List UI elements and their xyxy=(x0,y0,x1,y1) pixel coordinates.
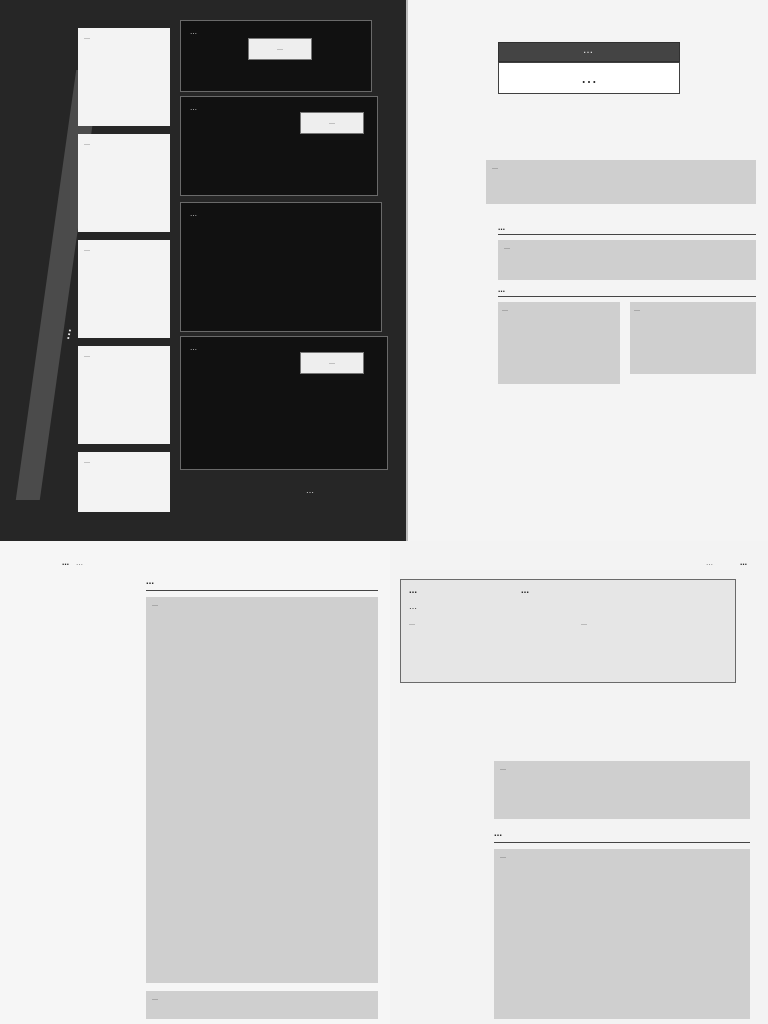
phase-1-box: … xyxy=(248,38,312,60)
structure-left-column: … xyxy=(498,302,620,384)
objectives-heading: … xyxy=(498,224,505,232)
phase-2-box: … xyxy=(300,112,364,134)
structure-right-column: … xyxy=(630,302,756,374)
objectives-list: … xyxy=(498,240,756,280)
case-box: … … … … … xyxy=(400,579,736,683)
page-left xyxy=(0,541,390,1024)
page-right-header: … xyxy=(706,559,713,567)
pm-cycle-4: … xyxy=(78,346,170,444)
diagram-caption: … xyxy=(306,486,314,495)
structure-heading: … xyxy=(498,286,505,294)
phase-analysis xyxy=(180,96,378,196)
chapter-label: … xyxy=(583,45,595,56)
page-right-intro: … xyxy=(494,761,750,819)
diagram-page xyxy=(0,0,408,541)
project-management-label: … xyxy=(58,326,75,341)
page-right-heading-rule xyxy=(494,842,750,843)
chapter-intro: … xyxy=(486,160,756,204)
phase-design xyxy=(180,202,382,332)
chapter-title-page xyxy=(408,0,768,541)
page-left-body: … xyxy=(146,597,378,983)
phase-2-label: … xyxy=(190,104,197,112)
pm-cycle-1: … xyxy=(78,28,170,126)
page-left-header: … xyxy=(76,559,83,567)
pm-cycle-3: … xyxy=(78,240,170,338)
phase-4-label: … xyxy=(190,344,197,352)
page-left-footnote: … xyxy=(146,991,378,1019)
page-right-body: … xyxy=(494,849,750,1019)
structure-rule xyxy=(498,296,756,297)
objectives-rule xyxy=(498,234,756,235)
chapter-title: … xyxy=(581,68,597,87)
pm-cycle-5: … xyxy=(78,452,170,512)
phase-4-box: … xyxy=(300,352,364,374)
page-right-number: … xyxy=(740,559,747,567)
phase-3-label: … xyxy=(190,210,197,218)
page-right-heading: … xyxy=(494,829,502,838)
page-left-heading: … xyxy=(146,577,154,586)
phase-1-label: … xyxy=(190,28,197,36)
page-right xyxy=(390,541,768,1024)
pm-cycle-2: … xyxy=(78,134,170,232)
page-left-number: … xyxy=(62,559,69,567)
page-left-heading-rule xyxy=(146,590,378,591)
